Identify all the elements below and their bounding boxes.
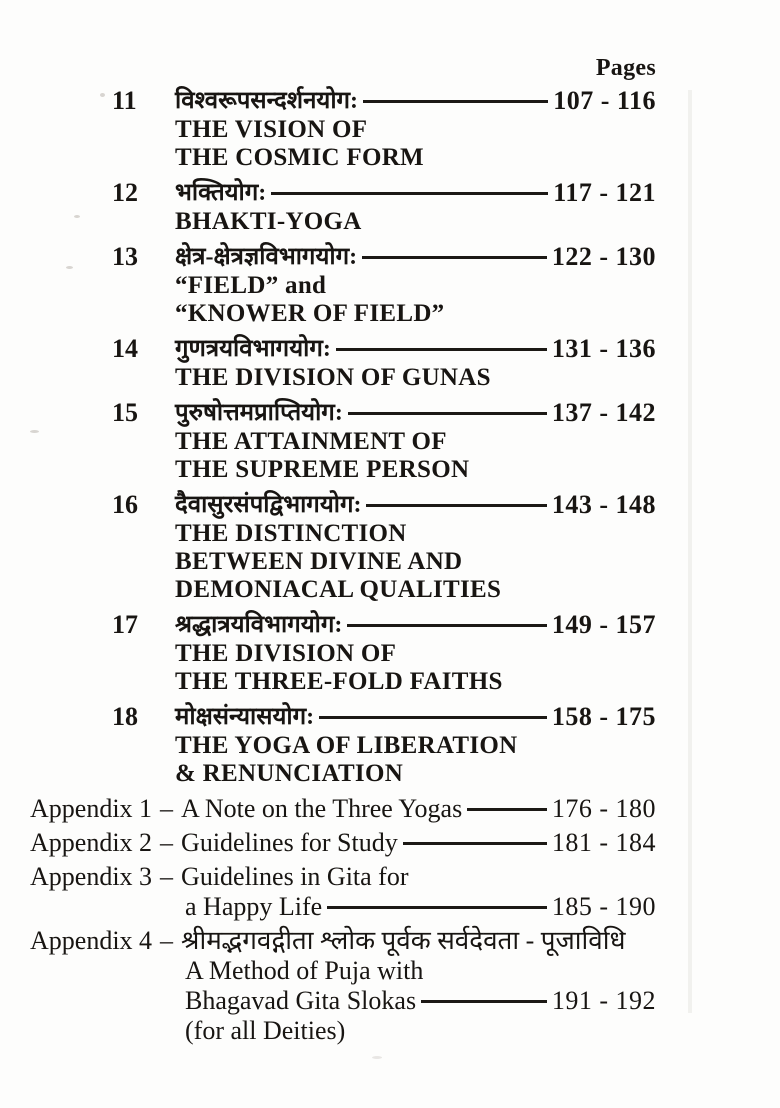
chapter-number: 12 [112,178,138,207]
scan-speck [100,93,105,97]
page-range: 181 - 184 [551,828,656,857]
chapter-english-title: THE YOGA OF LIBERATION [175,732,518,759]
toc-entry-chapter-13 [0,242,780,328]
chapter-number: 17 [112,610,138,639]
appendix-title: A Note on the Three Yogas [181,794,463,823]
page-range: 185 - 190 [551,892,656,921]
chapter-english-title: THE DIVISION OF GUNAS [175,364,491,391]
chapter-english-title: BHAKTI-YOGA [175,208,362,235]
appendix-title-continued: A Method of Puja with [185,956,424,985]
chapter-number: 16 [112,490,138,519]
chapter-number: 11 [112,86,137,115]
scan-speck [66,266,73,269]
appendix-sanskrit-title: श्रीमद्भगवद्गीता श्लोक पूर्वक सर्वदेवता - पूजाविधि [181,926,626,955]
dot-leader [319,716,547,719]
chapter-sanskrit-title: गुणत्रयविभागयोग: [175,336,331,362]
appendix-label: Appendix 4 [30,926,153,955]
chapter-number: 18 [112,702,138,731]
page-range: 143 - 148 [551,490,656,519]
toc-entry-chapter-17 [0,610,780,696]
chapter-english-title: THE DIVISION OF [175,640,397,667]
dot-leader [363,100,548,103]
chapter-english-title: DEMONIACAL QUALITIES [175,576,502,603]
appendix-separator: – [160,862,174,891]
toc-entry-appendix-2 [0,828,780,858]
chapter-english-title: THE SUPREME PERSON [175,456,470,483]
appendix-title: Guidelines for Study [181,828,398,857]
dot-leader [327,906,547,909]
pages-column-header: Pages [595,55,656,81]
appendix-title-note: (for all Deities) [185,1016,346,1045]
chapter-sanskrit-title: भक्तियोग: [175,180,267,206]
toc-entry-chapter-15 [0,398,780,484]
toc-entry-chapter-14 [0,334,780,392]
dot-leader [403,842,547,845]
scan-streak [688,90,692,1013]
page-range: 122 - 130 [551,242,656,271]
chapter-english-title: THE VISION OF [175,116,368,143]
toc-entry-chapter-11 [0,86,780,172]
page-range: 149 - 157 [551,610,656,639]
chapter-english-title: THE COSMIC FORM [175,144,424,171]
chapter-sanskrit-title: विश्वरूपसन्दर्शनयोग: [175,88,359,114]
toc-entry-chapter-16 [0,490,780,604]
dot-leader [467,808,547,811]
toc-entry-appendix-4 [0,926,780,1046]
page-range: 107 - 116 [553,86,656,115]
chapter-english-title: THE THREE-FOLD FAITHS [175,668,503,695]
scan-speck [30,430,39,433]
chapter-english-title: & RENUNCIATION [175,760,404,787]
toc-entry-chapter-18 [0,702,780,788]
appendix-title: Guidelines in Gita for [181,862,409,891]
chapter-number: 15 [112,398,138,427]
dot-leader [421,1000,547,1003]
appendix-label: Appendix 2 [30,828,153,857]
chapter-english-title: THE DISTINCTION [175,520,407,547]
appendix-separator: – [160,794,174,823]
appendix-label: Appendix 1 [30,794,153,823]
table-of-contents [0,86,780,1050]
chapter-sanskrit-title: क्षेत्र-क्षेत्रज्ञविभागयोग: [175,244,358,270]
toc-entry-chapter-12 [0,178,780,236]
dot-leader [271,192,548,195]
chapter-english-title: BETWEEN DIVINE AND [175,548,463,575]
chapter-english-title: “KNOWER OF FIELD” [175,300,445,327]
appendix-title-continued: Bhagavad Gita Slokas [185,986,417,1015]
page-range: 137 - 142 [551,398,656,427]
chapter-sanskrit-title: दैवासुरसंपद्विभागयोग: [175,492,362,518]
chapter-sanskrit-title: श्रद्धात्रयविभागयोग: [175,612,343,638]
page-range: 158 - 175 [551,702,656,731]
page-range: 191 - 192 [551,986,656,1015]
scan-speck [372,1056,382,1059]
chapter-english-title: “FIELD” and [175,272,327,299]
page-range: 176 - 180 [551,794,656,823]
page-range: 131 - 136 [551,334,656,363]
dot-leader [347,624,546,627]
toc-entry-appendix-3 [0,862,780,922]
dot-leader [348,412,547,415]
dot-leader [362,256,547,259]
appendix-separator: – [160,828,174,857]
chapter-sanskrit-title: पुरुषोत्तमप्राप्तियोग: [175,400,343,426]
dot-leader [366,504,546,507]
chapter-sanskrit-title: मोक्षसंन्यासयोग: [175,704,315,730]
appendix-label: Appendix 3 [30,862,153,891]
appendix-title-continued: a Happy Life [185,892,323,921]
dot-leader [336,348,547,351]
chapter-number: 13 [112,242,138,271]
scan-speck [74,215,80,218]
chapter-english-title: THE ATTAINMENT OF [175,428,447,455]
toc-entry-appendix-1 [0,794,780,824]
page-range: 117 - 121 [553,178,656,207]
appendix-separator: – [160,926,174,955]
chapter-number: 14 [112,334,138,363]
